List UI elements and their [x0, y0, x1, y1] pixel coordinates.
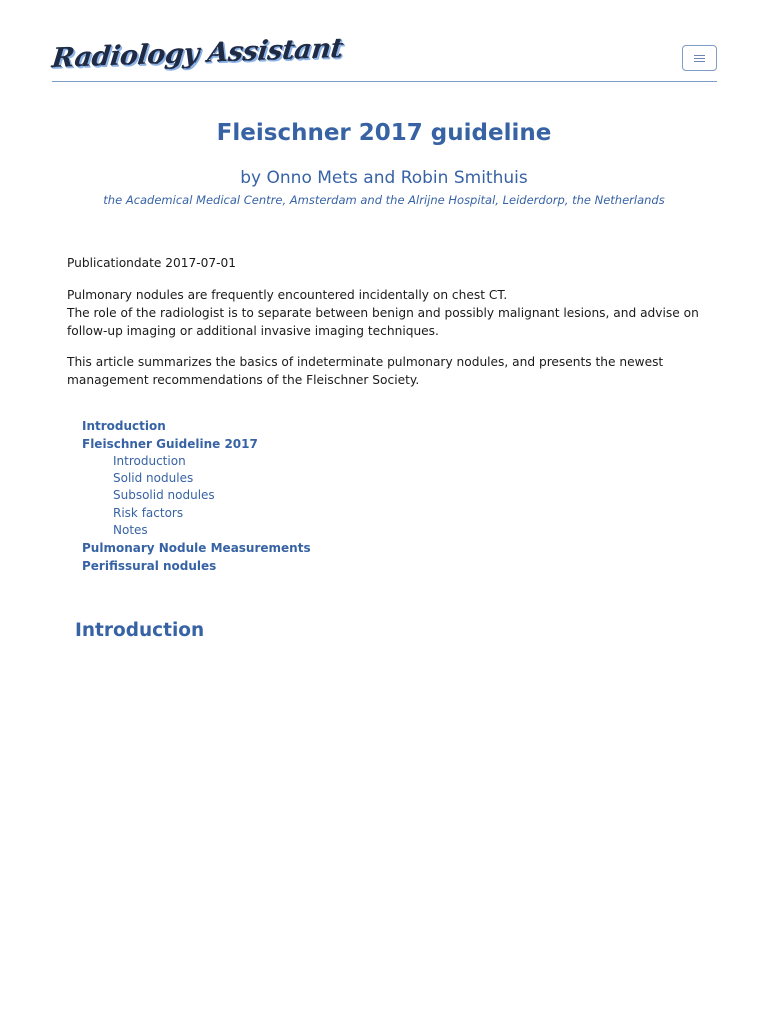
toc-link-fleischner-guideline[interactable]: Fleischner Guideline 2017	[82, 437, 258, 451]
toc-link-measurements[interactable]: Pulmonary Nodule Measurements	[82, 541, 311, 556]
section-heading-introduction: Introduction	[75, 620, 205, 641]
site-logo[interactable]	[50, 32, 345, 78]
page-title: Fleischner 2017 guideline	[216, 120, 552, 146]
toc-link-notes[interactable]: Notes	[113, 522, 148, 537]
toc-link-subsolid-nodules[interactable]: Subsolid nodules	[113, 488, 215, 503]
intro-paragraph-line2: The role of the radiologist is to separate between benign and possibly malignant lesions, and advise on follow-up imaging or additional invasive imaging techniques.	[67, 306, 699, 338]
toc-link-solid-nodules[interactable]: Solid nodules	[113, 471, 194, 486]
toc-link-perifissural[interactable]: Perifissural nodules	[82, 559, 217, 574]
toc-link-introduction[interactable]: Introduction	[82, 419, 166, 433]
intro-paragraph-line1: Pulmonary nodules are frequently encountered incidentally on chest CT.	[67, 288, 508, 302]
site-header	[50, 32, 717, 82]
article-authors: by Onno Mets and Robin Smithuis	[240, 168, 528, 188]
article-affiliation: the Academical Medical Centre, Amsterdam and the Alrijne Hospital, Leiderdorp, the Netherlands	[103, 193, 665, 207]
intro-paragraph	[67, 286, 707, 340]
summary-paragraph: This article summarizes the basics of indeterminate pulmonary nodules, and presents the newest management recommendations of the Fleischner Society.	[67, 355, 664, 387]
table-of-contents	[82, 417, 482, 575]
menu-toggle-button[interactable]	[682, 45, 717, 71]
toc-link-sub-introduction[interactable]: Introduction	[113, 454, 186, 468]
toc-link-risk-factors[interactable]: Risk factors	[113, 505, 184, 520]
publication-date: Publicationdate 2017-07-01	[67, 256, 237, 270]
hamburger-menu-icon	[694, 55, 705, 62]
logo-text: Radiology Assistant	[50, 32, 345, 74]
